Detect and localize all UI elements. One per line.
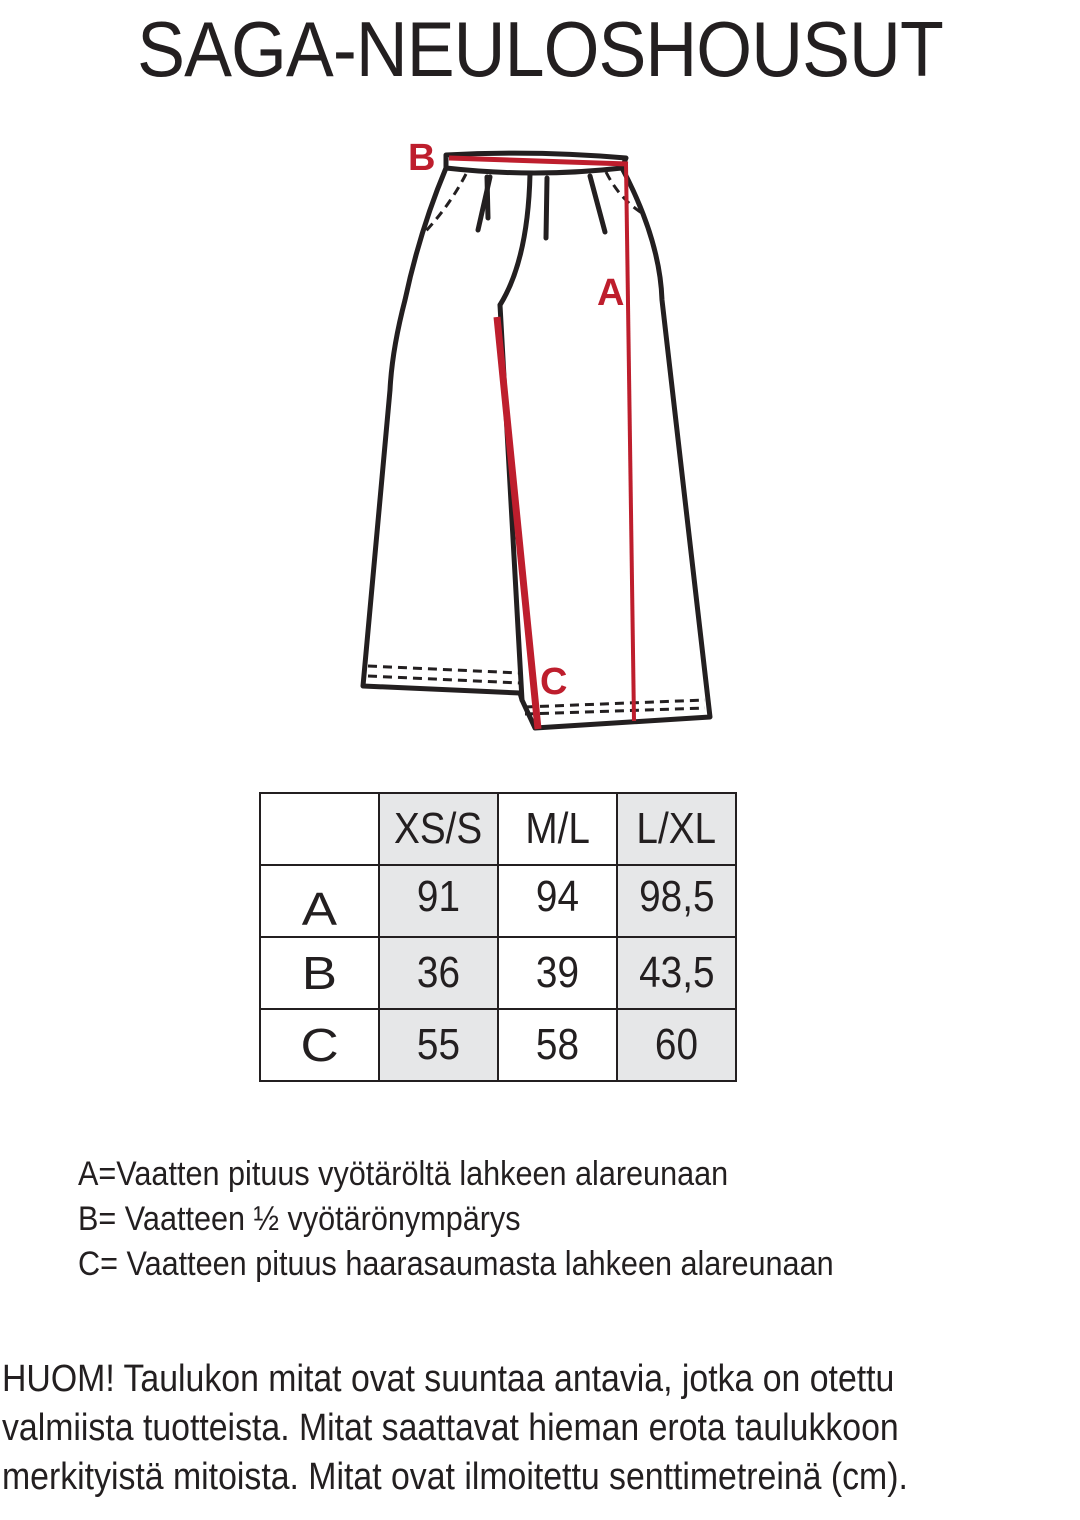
note-line: merkityistä mitoista. Mitat ovat ilmoitettu senttimetreinä (cm). (2, 1456, 908, 1498)
table-cell: 36 (379, 937, 498, 1009)
label-c: C (540, 661, 568, 703)
table-row (260, 937, 736, 1009)
disclaimer-note (2, 1355, 1080, 1502)
table-cell: 39 (498, 937, 617, 1009)
table-cell: 94 (498, 865, 617, 937)
table-cell: 58 (498, 1009, 617, 1081)
table-cell: 55 (379, 1009, 498, 1081)
pants-diagram (350, 130, 730, 750)
row-label: B (260, 937, 379, 1009)
page-title: SAGA-NEULOSHOUSUT (137, 5, 943, 93)
legend-item-c: C= Vaatteen pituus haarasaumasta lahkeen alareunaan (78, 1245, 834, 1283)
corner-cell (260, 793, 379, 865)
label-a: A (597, 272, 625, 314)
row-label: A (260, 865, 379, 937)
table-row (260, 1009, 736, 1081)
measure-lines (449, 158, 634, 729)
row-label: C (260, 1009, 379, 1081)
header-m-l: M/L (498, 793, 617, 865)
note-line: HUOM! Taulukon mitat ovat suuntaa antavia, jotka on otettu (2, 1358, 895, 1400)
note-line: valmiista tuotteista. Mitat saattavat hieman erota taulukkoon (2, 1407, 899, 1449)
table-row (260, 865, 736, 937)
table-header-row (260, 793, 736, 865)
pants-outline (363, 153, 710, 728)
table-cell: 91 (379, 865, 498, 937)
table-cell: 60 (617, 1009, 736, 1081)
header-xs-s: XS/S (379, 793, 498, 865)
legend-item-a: A=Vaatten pituus vyötäröltä lahkeen alareunaan (78, 1155, 729, 1193)
table-cell: 43,5 (617, 937, 736, 1009)
label-b: B (408, 137, 436, 179)
header-l-xl: L/XL (617, 793, 736, 865)
table-cell: 98,5 (617, 865, 736, 937)
legend-item-b: B= Vaatteen ½ vyötärönympärys (78, 1200, 521, 1238)
size-table (259, 792, 737, 1082)
measurement-legend (78, 1152, 918, 1287)
